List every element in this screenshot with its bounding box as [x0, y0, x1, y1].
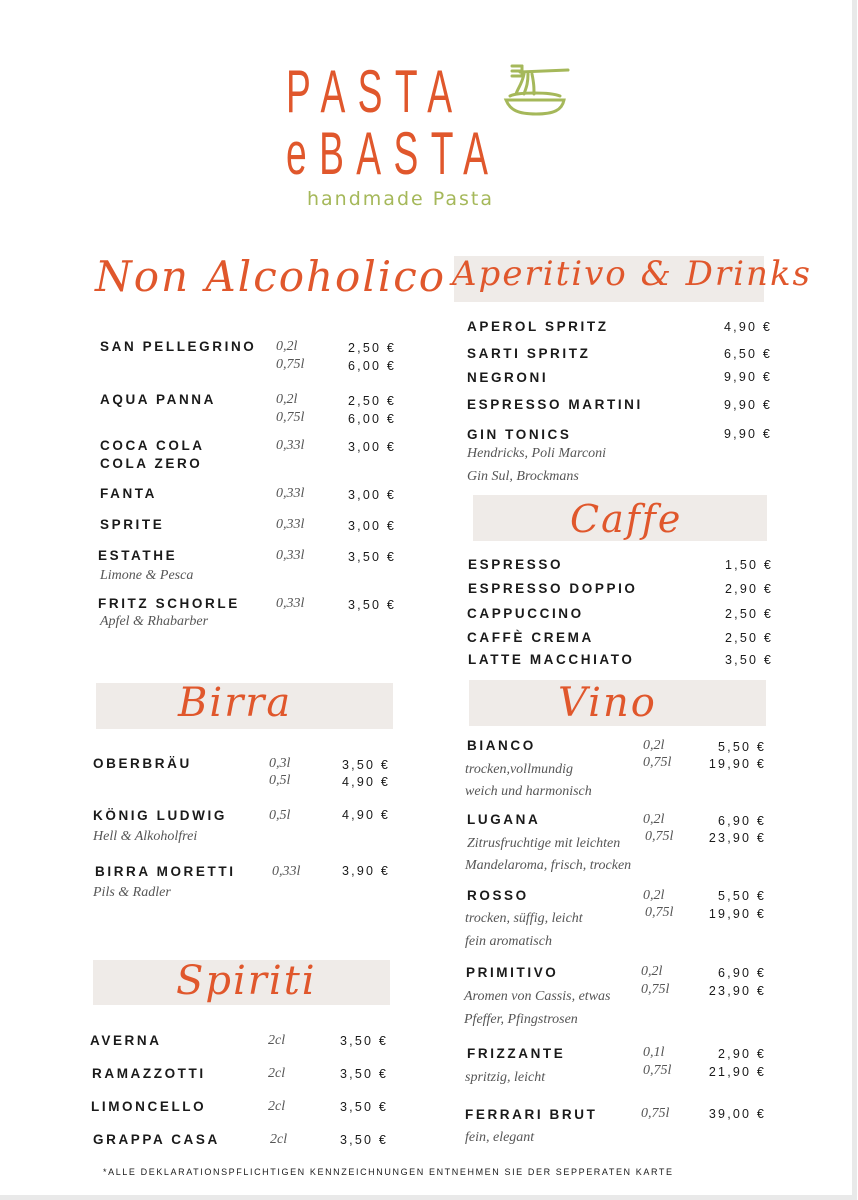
menu-item-price: 2,90 € [718, 1047, 766, 1061]
menu-item-description: fein, elegant [465, 1130, 535, 1145]
menu-item-price: 3,90 € [342, 864, 390, 878]
menu-item-volume: 0,75l [276, 357, 305, 372]
menu-item-name: GRAPPA CASA [93, 1132, 220, 1147]
menu-item-price: 3,50 € [340, 1133, 388, 1147]
menu-item-name: CAFFÈ CREMA [467, 630, 594, 645]
menu-item-name: CAPPUCCINO [467, 606, 584, 621]
menu-item-volume: 0,5l [269, 808, 291, 823]
menu-item-price: 2,90 € [725, 582, 773, 596]
menu-item-price: 3,50 € [348, 598, 396, 612]
menu-item-price: 2,50 € [348, 341, 396, 355]
menu-item-volume: 0,2l [641, 964, 663, 979]
menu-item-price: 4,90 € [342, 775, 390, 789]
menu-item-price: 3,50 € [340, 1067, 388, 1081]
menu-item-volume: 2cl [268, 1033, 286, 1048]
menu-item-description: Gin Sul, Brockmans [467, 469, 579, 484]
heading-birra: Birra [178, 680, 293, 726]
menu-item-price: 9,90 € [724, 370, 772, 384]
menu-item-price: 5,50 € [718, 740, 766, 754]
menu-item-name: AQUA PANNA [100, 392, 216, 407]
menu-item-name: BIRRA MORETTI [95, 864, 236, 879]
menu-item-volume: 2cl [268, 1066, 286, 1081]
pasta-bowl-fork-icon [500, 58, 572, 120]
menu-item-volume: 2cl [268, 1099, 286, 1114]
menu-item-price: 3,50 € [348, 550, 396, 564]
menu-item-name: FRIZZANTE [467, 1046, 566, 1061]
menu-item-volume: 0,75l [645, 905, 674, 920]
menu-item-name: OBERBRÄU [93, 756, 192, 771]
menu-item-price: 21,90 € [708, 1065, 766, 1079]
menu-item-name: ESPRESSO [468, 557, 564, 572]
menu-item-description: weich und harmonisch [465, 784, 592, 799]
brand-line-2: eBASTA [286, 120, 501, 187]
menu-item-description: Hell & Alkoholfrei [93, 829, 198, 844]
menu-item-price: 6,90 € [718, 814, 766, 828]
brand-line-1: PASTA [286, 58, 465, 125]
menu-item-name: FANTA [100, 486, 157, 501]
menu-item-name: ESTATHE [98, 548, 178, 563]
menu-item-name: FRITZ SCHORLE [98, 596, 240, 611]
menu-item-volume: 0,1l [643, 1045, 665, 1060]
menu-item-volume: 0,33l [276, 596, 305, 611]
menu-item-volume: 0,2l [276, 392, 298, 407]
menu-item-description: Apfel & Rhabarber [100, 614, 209, 629]
menu-item-price: 3,50 € [340, 1034, 388, 1048]
menu-item-name: KÖNIG LUDWIG [93, 808, 227, 823]
menu-item-price: 6,00 € [348, 359, 396, 373]
menu-item-volume: 0,3l [269, 756, 291, 771]
menu-item-price: 3,50 € [342, 758, 390, 772]
menu-item-description: spritzig, leicht [465, 1070, 546, 1085]
heading-vino: Vino [558, 680, 657, 726]
menu-item-description: Aromen von Cassis, etwas [464, 989, 611, 1004]
menu-item-name: RAMAZZOTTI [92, 1066, 206, 1081]
menu-item-description: fein aromatisch [465, 934, 552, 949]
menu-item-volume: 0,2l [643, 738, 665, 753]
menu-item-description: Limone & Pesca [100, 568, 194, 583]
menu-item-price: 2,50 € [725, 607, 773, 621]
menu-item-volume: 0,33l [272, 864, 301, 879]
menu-item-name: COLA ZERO [100, 456, 203, 471]
menu-item-volume: 0,33l [276, 438, 305, 453]
menu-item-price: 5,50 € [718, 889, 766, 903]
menu-item-price: 6,90 € [718, 966, 766, 980]
menu-item-description: trocken,vollmundig [465, 762, 573, 777]
menu-item-name: SAN PELLEGRINO [100, 339, 257, 354]
menu-item-price: 3,00 € [348, 519, 396, 533]
menu-item-price: 2,50 € [725, 631, 773, 645]
heading-caffe: Caffe [570, 497, 683, 541]
menu-item-volume: 0,75l [643, 1063, 672, 1078]
menu-item-volume: 0,33l [276, 517, 305, 532]
menu-item-price: 19,90 € [708, 757, 766, 771]
menu-item-name: APEROL SPRITZ [467, 319, 609, 334]
menu-item-description: Hendricks, Poli Marconi [467, 446, 607, 461]
menu-item-price: 23,90 € [708, 984, 766, 998]
menu-item-name: PRIMITIVO [466, 965, 559, 980]
heading-aperitivo: Aperitivo & Drinks [452, 254, 812, 294]
menu-item-name: AVERNA [90, 1033, 162, 1048]
menu-item-name: ESPRESSO MARTINI [467, 397, 643, 412]
menu-item-volume: 0,33l [276, 548, 305, 563]
footnote: *ALLE DEKLARATIONSPFLICHTIGEN KENNZEICHNUNGEN ENTNEHMEN SIE DER SEPPERATEN KARTE [103, 1167, 674, 1177]
menu-item-price: 23,90 € [708, 831, 766, 845]
menu-item-description: Pils & Radler [93, 885, 171, 900]
menu-item-name: SARTI SPRITZ [467, 346, 591, 361]
menu-item-name: FERRARI BRUT [465, 1107, 598, 1122]
menu-item-description: Pfeffer, Pfingstrosen [464, 1012, 578, 1027]
menu-item-volume: 0,2l [643, 812, 665, 827]
menu-item-price: 39,00 € [708, 1107, 766, 1121]
menu-item-volume: 0,2l [643, 888, 665, 903]
menu-item-volume: 0,75l [276, 410, 305, 425]
menu-item-name: LIMONCELLO [91, 1099, 207, 1114]
brand-tagline: handmade Pasta [307, 188, 494, 210]
menu-item-volume: 0,75l [641, 982, 670, 997]
menu-item-name: SPRITE [100, 517, 165, 532]
menu-item-name: GIN TONICS [467, 427, 572, 442]
menu-item-description: Zitrusfruchtige mit leichten [467, 836, 621, 851]
menu-item-price: 1,50 € [725, 558, 773, 572]
heading-non-alcoholico: Non Alcoholico [95, 252, 447, 301]
menu-item-price: 3,50 € [340, 1100, 388, 1114]
menu-item-volume: 0,75l [643, 755, 672, 770]
menu-item-volume: 0,75l [641, 1106, 670, 1121]
menu-item-description: trocken, süffig, leicht [465, 911, 583, 926]
menu-item-price: 3,00 € [348, 488, 396, 502]
menu-item-name: ESPRESSO DOPPIO [468, 581, 638, 596]
menu-item-name: LATTE MACCHIATO [468, 652, 635, 667]
menu-item-name: NEGRONI [467, 370, 549, 385]
menu-item-name: COCA COLA [100, 438, 205, 453]
menu-item-volume: 2cl [270, 1132, 288, 1147]
heading-spiriti: Spiriti [176, 958, 317, 1004]
menu-item-price: 3,50 € [725, 653, 773, 667]
menu-item-volume: 0,2l [276, 339, 298, 354]
menu-item-price: 4,90 € [342, 808, 390, 822]
menu-item-price: 2,50 € [348, 394, 396, 408]
menu-item-price: 19,90 € [708, 907, 766, 921]
menu-item-volume: 0,33l [276, 486, 305, 501]
menu-item-price: 6,50 € [724, 347, 772, 361]
menu-item-volume: 0,5l [269, 773, 291, 788]
menu-item-price: 9,90 € [724, 398, 772, 412]
menu-item-price: 4,90 € [724, 320, 772, 334]
menu-item-price: 6,00 € [348, 412, 396, 426]
menu-item-volume: 0,75l [645, 829, 674, 844]
menu-item-description: Mandelaroma, frisch, trocken [465, 858, 632, 873]
menu-item-name: BIANCO [467, 738, 536, 753]
menu-item-name: ROSSO [467, 888, 529, 903]
menu-item-price: 3,00 € [348, 440, 396, 454]
menu-item-name: LUGANA [467, 812, 541, 827]
menu-item-price: 9,90 € [724, 427, 772, 441]
